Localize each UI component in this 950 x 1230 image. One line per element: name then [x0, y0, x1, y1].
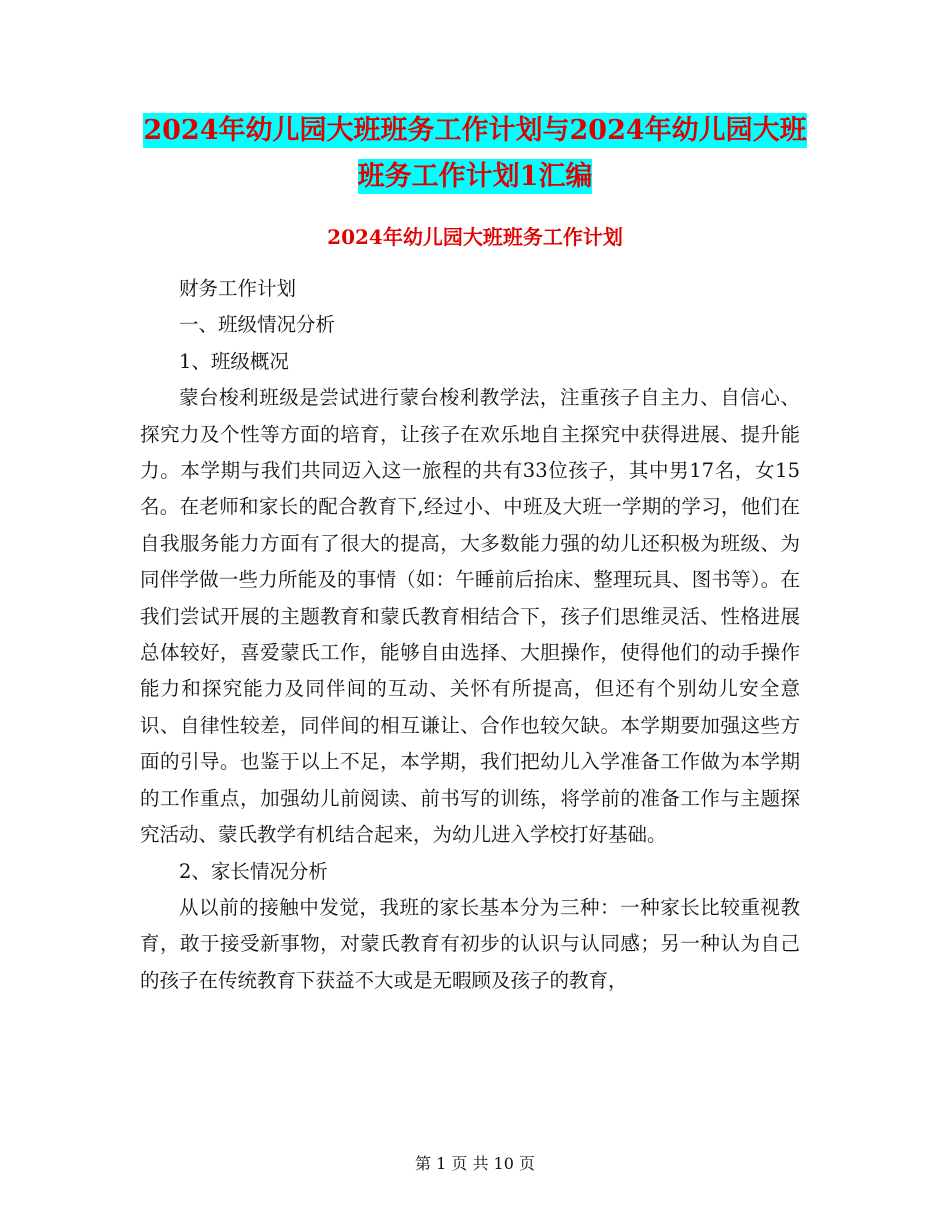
main-title-line-2: 班务工作计划1汇编: [357, 161, 593, 192]
section-title: 2024年幼儿园大班班务工作计划: [327, 225, 623, 249]
document-body: [140, 271, 800, 999]
paragraph: 财务工作计划: [179, 277, 297, 300]
paragraph: 一、班级情况分析: [179, 313, 336, 337]
paragraph: 1、班级概况: [179, 349, 289, 373]
paragraph: 从以前的接触中发觉，我班的家长基本分为三种：一种家长比较重视教育，敢于接受新事物，对蒙氏教育有初步的认识与认同感；另一种认为自己的孩子在传统教育下获益不大或是无暇顾及孩子的教育，: [140, 895, 800, 992]
document-main-title: [130, 108, 820, 200]
page-number-footer: 第 1 页 共 10 页: [415, 1154, 535, 1173]
paragraph: 蒙台梭利班级是尝试进行蒙台梭利教学法，注重孩子自主力、自信心、探究力及个性等方面的培育，让孩子在欢乐地自主探究中获得进展、提升能力。本学期与我们共同迈入这一旅程的共有33位孩子，其中男17名，女15名。在老师和家长的配合教育下,经过小、中班及大班一学期的学习，他们在自我服务能力方面有了很大的提高，大多数能力强的幼儿还积极为班级、为同伴学做一些力所能及的事情（如：午睡前后抬床、整理玩具、图书等）。在我们尝试开展的主题教育和蒙氏教育相结合下，孩子们思维灵活、性格进展总体较好，喜爱蒙氏工作，能够自由选择、大胆操作，使得他们的动手操作能力和探究能力及同伴间的互动、关怀有所提高，但还有个别幼儿安全意识、自律性较差，同伴间的相互谦让、合作也较欠缺。本学期要加强这些方面的引导。也鉴于以上不足，本学期，我们把幼儿入学准备工作做为本学期的工作重点，加强幼儿前阅读、前书写的训练，将学前的准备工作与主题探究活动、蒙氏教学有机结合起来，为幼儿进入学校打好基础。: [140, 386, 800, 847]
main-title-line-1: 2024年幼儿园大班班务工作计划与2024年幼儿园大班: [143, 115, 807, 146]
paragraph: 2、家长情况分析: [179, 859, 328, 883]
